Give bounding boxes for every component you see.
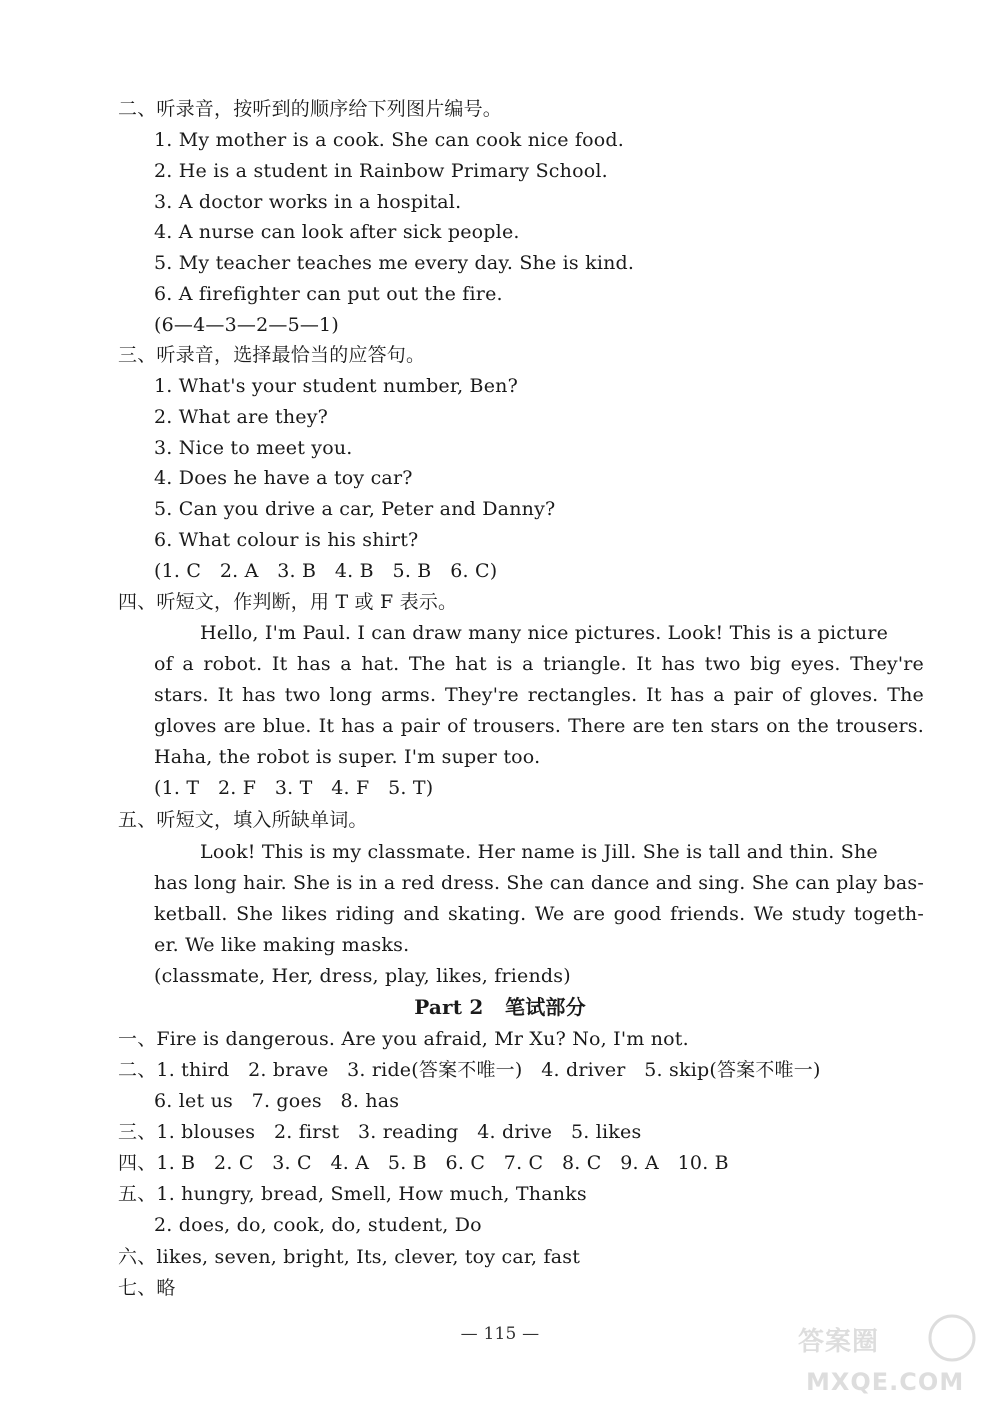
- section-2-item-1: 1. My mother is a cook. She can cook nice food.: [154, 129, 625, 151]
- section-3-item-6: 6. What colour is his shirt?: [154, 529, 419, 551]
- page-number: — 115 —: [460, 1324, 540, 1344]
- part-2-line-2: 二、1. third 2. brave 3. ride(答案不唯一) 4. driver 5. skip(答案不唯一): [118, 1059, 821, 1081]
- watermark-circle-icon: [930, 1316, 974, 1360]
- section-3-item-3: 3. Nice to meet you.: [154, 437, 353, 459]
- part-2-line-1: 一、Fire is dangerous. Are you afraid, Mr Xu? No, I'm not.: [118, 1028, 689, 1050]
- section-5-heading: 五、听短文，填入所缺单词。: [118, 809, 368, 831]
- section-4-passage-line-5: Haha, the robot is super. I'm super too.: [154, 746, 541, 768]
- section-2-item-6: 6. A firefighter can put out the fire.: [154, 283, 503, 305]
- section-5-passage-line-2: has long hair. She is in a red dress. She can dance and sing. She can play bas-: [154, 872, 924, 894]
- part-2-line-4: 三、1. blouses 2. first 3. reading 4. drive 5. likes: [118, 1121, 642, 1143]
- section-5-passage-line-4: er. We like making masks.: [154, 934, 410, 956]
- section-4-passage-line-3: stars. It has two long arms. They're rectangles. It has a pair of gloves. The: [154, 684, 924, 706]
- section-2-item-4: 4. A nurse can look after sick people.: [154, 221, 520, 243]
- section-3-item-4: 4. Does he have a toy car?: [154, 467, 413, 489]
- section-3-answer: (1. C 2. A 3. B 4. B 5. B 6. C): [154, 560, 498, 582]
- watermark-url-text: MXQE.COM: [806, 1368, 965, 1396]
- section-3-item-1: 1. What's your student number, Ben?: [154, 375, 518, 397]
- section-4-passage-line-4: gloves are blue. It has a pair of trousers. There are ten stars on the trousers.: [154, 715, 924, 737]
- section-3-heading: 三、听录音，选择最恰当的应答句。: [118, 344, 426, 366]
- section-4-heading: 四、听短文，作判断，用 T 或 F 表示。: [118, 591, 458, 613]
- watermark-logo: [792, 1312, 982, 1402]
- part-2-line-9: 七、略: [118, 1277, 176, 1299]
- section-5-passage-line-3: ketball. She likes riding and skating. We are good friends. We study togeth-: [154, 903, 924, 925]
- part-2-line-8: 六、likes, seven, bright, Its, clever, toy car, fast: [118, 1246, 581, 1268]
- section-2-item-5: 5. My teacher teaches me every day. She is kind.: [154, 252, 635, 274]
- section-5-answer: (classmate, Her, dress, play, likes, friends): [154, 965, 571, 987]
- part-2-line-5: 四、1. B 2. C 3. C 4. A 5. B 6. C 7. C 8. C 9. A 10. B: [118, 1152, 729, 1174]
- section-4-answer: (1. T 2. F 3. T 4. F 5. T): [154, 777, 434, 799]
- section-4-passage-line-1: Hello, I'm Paul. I can draw many nice pictures. Look! This is a picture: [200, 622, 889, 644]
- section-2-answer: (6—4—3—2—5—1): [154, 314, 339, 336]
- section-2-item-3: 3. A doctor works in a hospital.: [154, 191, 462, 213]
- section-2-item-2: 2. He is a student in Rainbow Primary School.: [154, 160, 608, 182]
- part-2-line-7: 2. does, do, cook, do, student, Do: [154, 1214, 482, 1236]
- watermark-graphic: [792, 1312, 982, 1402]
- section-4-passage-line-2: of a robot. It has a hat. The hat is a triangle. It has two big eyes. They're: [154, 653, 924, 675]
- part-2-line-3: 6. let us 7. goes 8. has: [154, 1090, 400, 1112]
- section-3-item-2: 2. What are they?: [154, 406, 329, 428]
- part-2-title: Part 2 笔试部分: [414, 995, 586, 1019]
- section-2-heading: 二、听录音，按听到的顺序给下列图片编号。: [118, 98, 503, 120]
- section-3-item-5: 5. Can you drive a car, Peter and Danny?: [154, 498, 556, 520]
- section-5-passage-line-1: Look! This is my classmate. Her name is Jill. She is tall and thin. She: [200, 841, 878, 863]
- watermark-logo-text: 答案圈: [798, 1327, 880, 1357]
- part-2-line-6: 五、1. hungry, bread, Smell, How much, Thanks: [118, 1183, 587, 1205]
